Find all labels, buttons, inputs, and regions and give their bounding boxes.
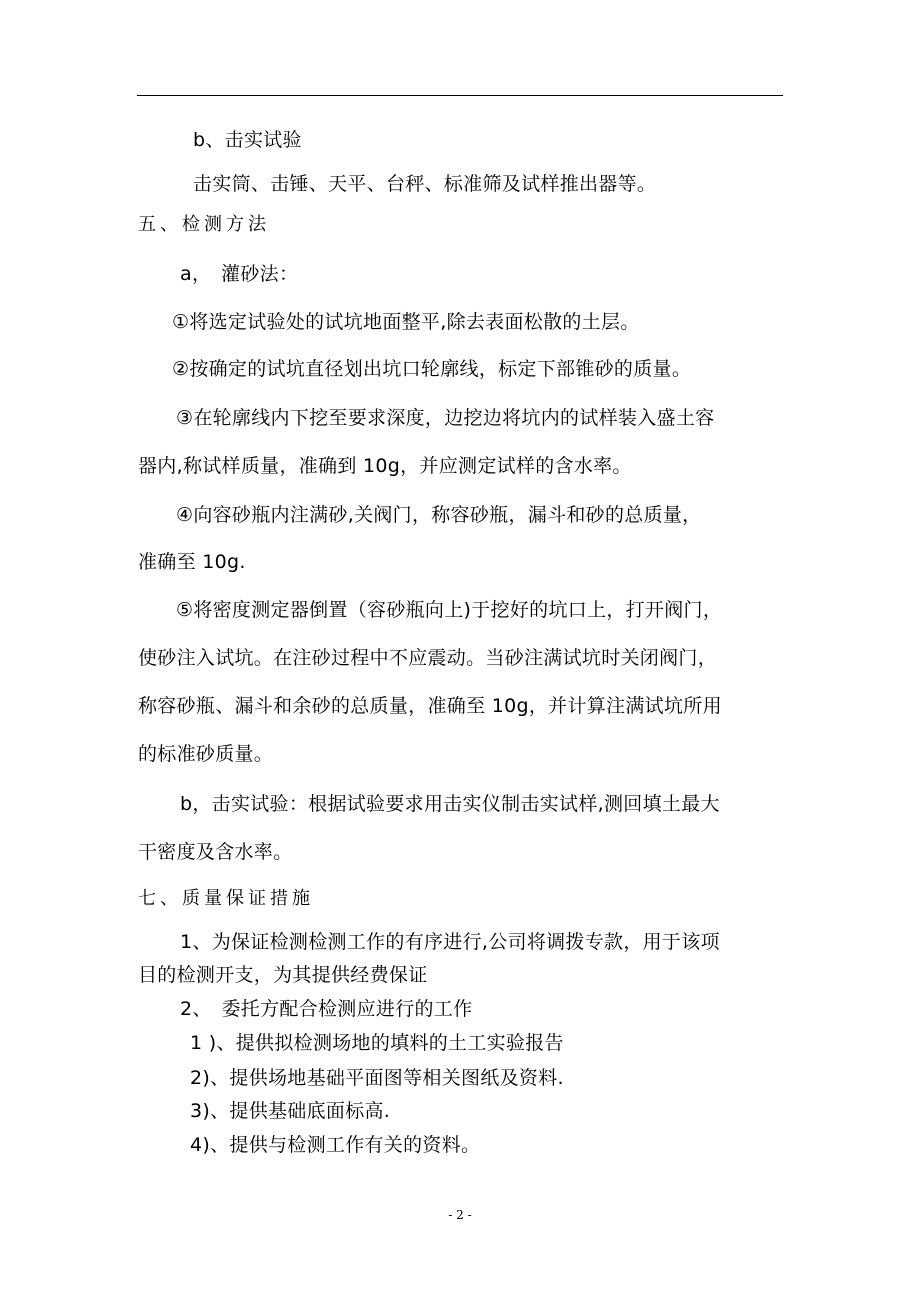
measure-1-line-1: 1、为保证检测检测工作的有序进行,公司将调拨专款，用于该项 xyxy=(180,931,720,953)
step-4-line-2: 准确至 10g. xyxy=(138,551,246,573)
step-5-line-2: 使砂注入试坑。在注砂过程中不应震动。当砂注满试坑时关闭阀门， xyxy=(138,647,718,669)
equipment-list: 击实筒、击锤、天平、台秤、标准筛及试样推出器等。 xyxy=(193,173,657,195)
section-seven-heading: 七、质量保证措施 xyxy=(138,888,314,909)
step-5-line-4: 的标准砂质量。 xyxy=(138,743,274,765)
header-rule xyxy=(137,95,783,96)
measure-1-line-2: 目的检测开支，为其提供经费保证 xyxy=(138,964,428,986)
step-1: ①将选定试验处的试坑地面整平,除去表面松散的土层。 xyxy=(172,311,640,333)
step-3-line-2: 器内,称试样质量，准确到 10g，并应测定试样的含水率。 xyxy=(138,455,632,477)
step-5-line-3: 称容砂瓶、漏斗和余砂的总质量，准确至 10g，并计算注满试坑所用 xyxy=(138,695,722,717)
step-4-line-1: ④向容砂瓶内注满砂,关阀门，称容砂瓶，漏斗和砂的总质量， xyxy=(176,504,702,526)
requirement-3: 3)、提供基础底面标高. xyxy=(190,1100,391,1122)
requirement-4: 4)、提供与检测工作有关的资料。 xyxy=(190,1134,481,1156)
requirement-1: 1 )、提供拟检测场地的填料的土工实验报告 xyxy=(190,1032,564,1054)
page-number: - 2 - xyxy=(448,1208,472,1222)
method-a-title: a， 灌砂法： xyxy=(180,263,299,285)
method-b-line-2: 干密度及含水率。 xyxy=(138,841,293,863)
step-5-line-1: ⑤将密度测定器倒置（容砂瓶向上)于挖好的坑口上，打开阀门， xyxy=(176,599,723,621)
requirement-2: 2)、提供场地基础平面图等相关图纸及资料. xyxy=(190,1067,564,1089)
method-b-line-1: b，击实试验：根据试验要求用击实仪制击实试样,测回填土最大 xyxy=(180,793,720,815)
step-2: ②按确定的试坑直径划出坑口轮廓线，标定下部锥砂的质量。 xyxy=(172,358,692,380)
step-3-line-1: ③在轮廓线内下挖至要求深度，边挖边将坑内的试样装入盛土容 xyxy=(176,407,715,429)
measure-2-title: 2、 委托方配合检测应进行的工作 xyxy=(180,998,473,1020)
subsection-b-title: b、击实试验 xyxy=(193,129,302,151)
section-five-heading: 五、检测方法 xyxy=(138,214,270,235)
